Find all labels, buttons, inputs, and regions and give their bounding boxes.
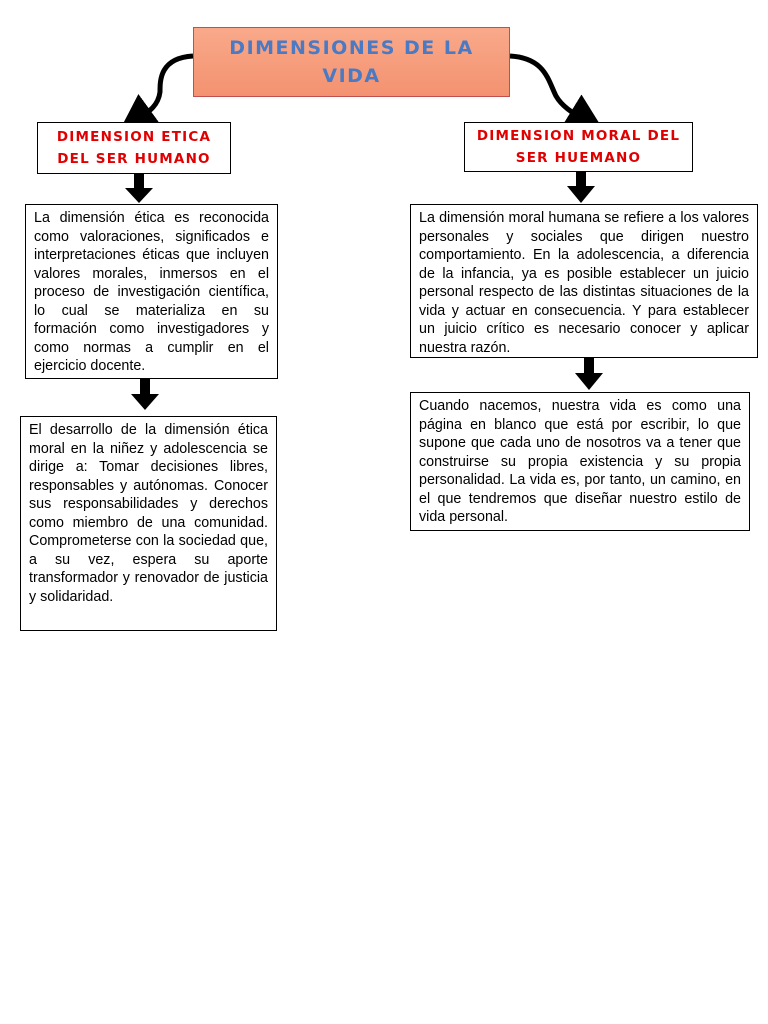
right-heading-box bbox=[464, 122, 693, 172]
left-heading-box bbox=[37, 122, 231, 174]
curved-arrow-right bbox=[510, 56, 588, 122]
right-text-box-2: Cuando nacemos, nuestra vida es como una página en blanco que está por escribir, lo que supone que cada uno de nosotros va a tener que construirse su propia existencia y su propia personalidad. La vida es, por tanto, un camino, en el que tendremos que diseñar nuestro estilo de vida personal. bbox=[410, 392, 750, 531]
down-arrow-left-2 bbox=[131, 379, 159, 410]
left-text-box-2: El desarrollo de la dimensión ética moral en la niñez y adolescencia se dirige a: Tomar decisiones libres, responsables y autónomas. Conocer sus responsabilidades y derechos como miembro de una comunidad. Comprometerse con la sociedad que, a su vez, espera su aporte transformador y renovador de justicia y solidaridad. bbox=[20, 416, 277, 631]
down-arrow-right-1 bbox=[567, 172, 595, 203]
down-arrow-left-1 bbox=[125, 174, 153, 203]
down-arrow-right-2 bbox=[575, 358, 603, 390]
left-text-box-1: La dimensión ética es reconocida como valoraciones, significados e interpretaciones éticas que incluyen valores morales, inmersos en el proceso de investigación científica, lo cual se materializa en su formación como investigadores y como normas a cumplir en el ejercicio docente. bbox=[25, 204, 278, 379]
title-box bbox=[193, 27, 510, 97]
diagram-title: DIMENSIONES DE LA VIDA bbox=[229, 37, 474, 87]
curved-arrow-left bbox=[134, 56, 193, 122]
left-heading: DIMENSION ETICA DEL SER HUMANO bbox=[56, 129, 212, 167]
right-heading: DIMENSION MORAL DEL SER HUEMANO bbox=[476, 128, 681, 166]
right-text-box-1: La dimensión moral humana se refiere a los valores personales y sociales que dirigen nuestro comportamiento. En la adolescencia, a diferencia de la infancia, ya es posible establecer un juicio personal respecto de las distintas situaciones de la vida y actuar en consecuencia. Y para establecer un juicio crítico es necesario conocer y aplicar nuestra razón. bbox=[410, 204, 758, 358]
